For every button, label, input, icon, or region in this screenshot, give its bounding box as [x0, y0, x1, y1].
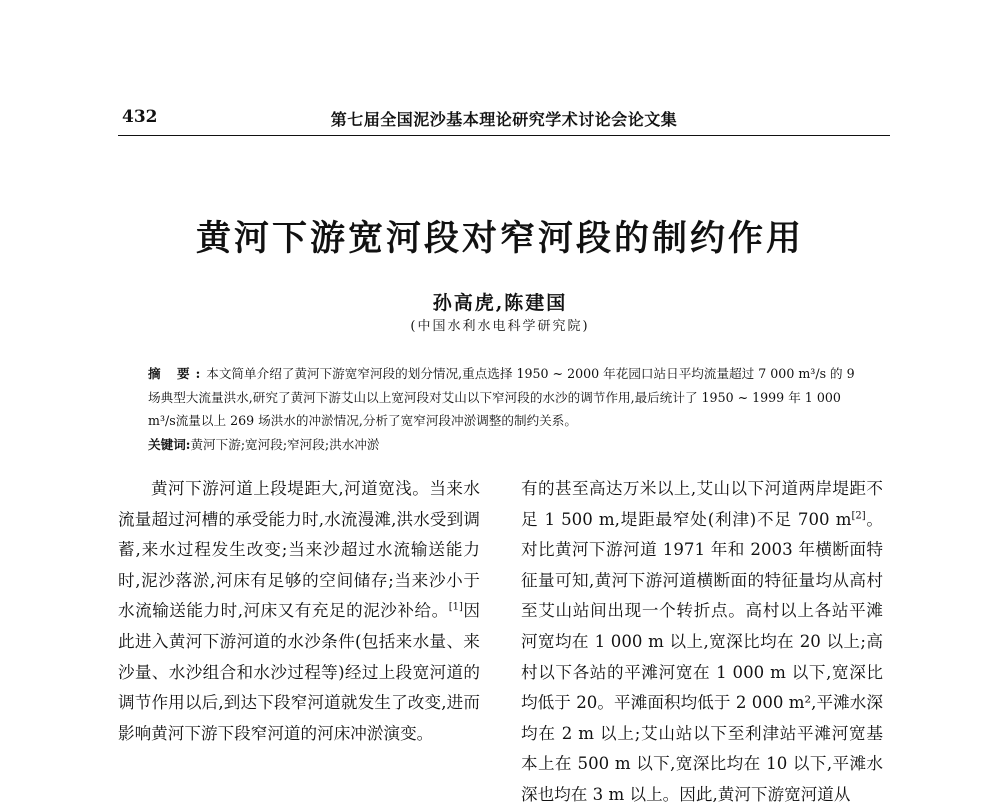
- authors: 孙高虎,陈建国: [432, 292, 568, 314]
- body-text-right-a: 有的甚至高达万米以上,艾山以下河道两岸堤距不足 1 500 m,堤距最窄处(利津)不足 700 m: [521, 479, 883, 529]
- citation-2: [2]: [851, 510, 866, 522]
- abstract: [148, 362, 860, 456]
- body-text-right-b: 。对比黄河下游河道 1971 年和 2003 年横断面特征量可知,黄河下游河道横断面的特征量均从高村至艾山站间出现一个转折点。高村以上各站平滩河宽均在 1 000 m 以上,宽深比均在 20 以上;高村以下各站的平滩河宽在 1 000 m 以下,宽深比均低于 20。平滩面积均低于 2 000 m²,平滩水深均在 2 m 以上;艾山站以下至利津站平滩河宽基本上在 500 m 以下,宽深比均在 10 以下,平滩水深也均在 3 m 以上。因此,黄河下游宽河道从: [521, 509, 884, 804]
- paper-title: 黄河下游宽河段对窄河段的制约作用: [195, 219, 804, 259]
- keywords-label: 关键词:: [148, 436, 191, 452]
- running-title: 第七届全国泥沙基本理论研究学术讨论会论文集: [330, 110, 678, 129]
- keywords-text: 黄河下游;宽河段;窄河段;洪水冲淤: [190, 436, 380, 452]
- page-number: 432: [122, 107, 158, 127]
- abstract-label: 摘 要:: [148, 366, 207, 381]
- header-rule: [118, 135, 890, 136]
- affiliation: (中国水利水电科学研究院): [410, 319, 590, 334]
- body-text-left-a: 黄河下游河道上段堤距大,河道宽浅。当来水流量超过河槽的承受能力时,水流漫滩,洪水受到调蓄,来水过程发生改变;当来沙超过水流输送能力时,泥沙落淤,河床有足够的空间储存;当来沙小于水流输送能力时,河床又有充足的泥沙补给。: [118, 479, 480, 621]
- citation-1: [1]: [448, 601, 463, 613]
- abstract-paragraph: [148, 362, 860, 433]
- keywords-line: [148, 433, 860, 457]
- running-header: [118, 107, 890, 137]
- body-column-left: [118, 474, 480, 749]
- body-column-right: [521, 474, 883, 811]
- abstract-text: 本文简单介绍了黄河下游宽窄河段的划分情况,重点选择 1950 ~ 2000 年花园口站日平均流量超过 7 000 m³/s 的 9 场典型大流量洪水,研究了黄河下游艾山以上宽河段对艾山以下窄河段的水沙的调节作用,最后统计了 1950 ~ 1999 年 1 000 m³/s流量以上 269 场洪水的冲淤情况,分析了宽窄河段冲淤调整的制约关系。: [148, 366, 855, 428]
- body-text-left-b: 因此进入黄河下游河道的水沙条件(包括来水量、来沙量、水沙组合和水沙过程等)经过上段宽河道的调节作用以后,到达下段窄河道就发生了改变,进而影响黄河下游下段窄河道的河床冲淤演变。: [118, 601, 480, 743]
- body-paragraph: [118, 474, 480, 749]
- body-paragraph-continued: [521, 474, 883, 811]
